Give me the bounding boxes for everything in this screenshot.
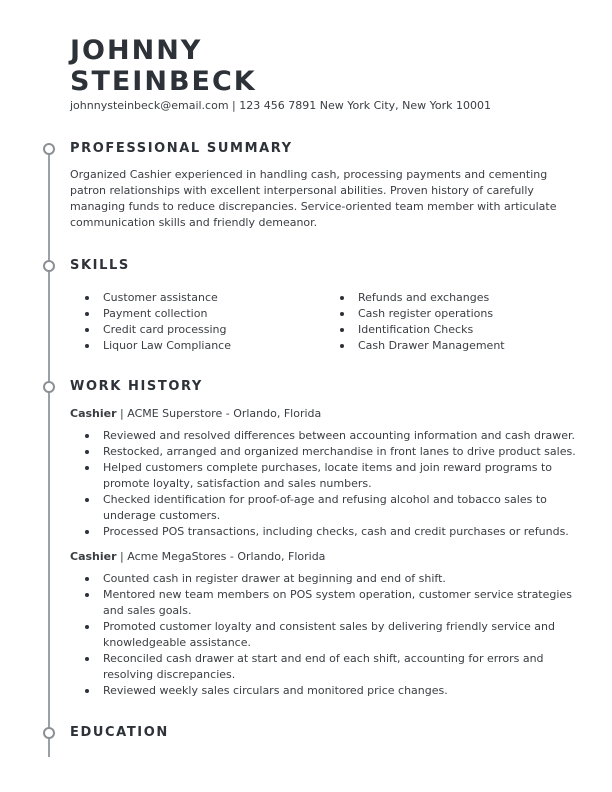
timeline-dot-skills <box>43 260 55 272</box>
skills-list-left <box>103 290 231 354</box>
timeline-dot-summary <box>43 143 55 155</box>
skill-item: Customer assistance <box>103 290 231 306</box>
job-employer: ACME Superstore - Orlando, Florida <box>127 407 322 420</box>
job-role: Cashier <box>70 407 117 420</box>
job-role: Cashier <box>70 550 117 563</box>
job-bullet: Counted cash in register drawer at beginning and end of shift. <box>103 571 588 587</box>
job-bullet: Reconciled cash drawer at start and end of each shift, accounting for errors and resolving discrepancies. <box>103 651 588 683</box>
job-bullet: Reviewed and resolved differences between accounting information and cash drawer. <box>103 428 588 444</box>
skills-list-right <box>358 290 505 354</box>
job-separator: | <box>116 550 128 563</box>
job-title-1 <box>70 407 321 420</box>
contact-line: johnnysteinbeck@email.com | 123 456 7891 New York City, New York 10001 <box>70 99 491 112</box>
education-heading: EDUCATION <box>70 725 169 740</box>
job-bullet: Processed POS transactions, including checks, cash and credit purchases or refunds. <box>103 524 588 540</box>
skill-item: Cash register operations <box>358 306 505 322</box>
job-bullet: Reviewed weekly sales circulars and monitored price changes. <box>103 683 588 699</box>
job-bullet: Checked identification for proof-of-age and refusing alcohol and tobacco sales to underage customers. <box>103 492 588 524</box>
job-2-bullets <box>103 571 588 699</box>
skill-item: Credit card processing <box>103 322 231 338</box>
skill-item: Liquor Law Compliance <box>103 339 231 352</box>
job-bullet: Promoted customer loyalty and consistent sales by delivering friendly service and knowledgeable assistance. <box>103 619 588 651</box>
job-1-bullets <box>103 428 588 540</box>
job-bullet: Helped customers complete purchases, locate items and join reward programs to promote loyalty, satisfaction and sales numbers. <box>103 460 588 492</box>
candidate-name <box>70 35 257 97</box>
timeline-dot-education <box>43 727 55 739</box>
job-separator: | <box>116 407 128 420</box>
job-bullet: Mentored new team members on POS system operation, customer service strategies and sales goals. <box>103 587 588 619</box>
timeline-dot-work <box>43 381 55 393</box>
summary-text: Organized Cashier experienced in handling cash, processing payments and cementing patron relationships with excellent interpersonal abilities. Proven history of carefully managing funds to reduce discrepancies. Service-oriented team member with articulate communication skills and friendly demeanor. <box>70 168 557 229</box>
last-name: STEINBECK <box>70 66 257 97</box>
first-name: JOHNNY <box>70 35 203 66</box>
job-title-2 <box>70 550 325 563</box>
work-heading: WORK HISTORY <box>70 379 203 394</box>
skills-heading: SKILLS <box>70 258 130 273</box>
skill-item: Cash Drawer Management <box>358 339 505 352</box>
job-bullet: Restocked, arranged and organized merchandise in front lanes to drive product sales. <box>103 444 588 460</box>
skill-item: Payment collection <box>103 306 231 322</box>
summary-heading: PROFESSIONAL SUMMARY <box>70 141 293 156</box>
timeline-line <box>48 147 50 757</box>
job-employer: Acme MegaStores - Orlando, Florida <box>127 550 326 563</box>
skill-item: Refunds and exchanges <box>358 290 505 306</box>
skill-item: Identification Checks <box>358 322 505 338</box>
